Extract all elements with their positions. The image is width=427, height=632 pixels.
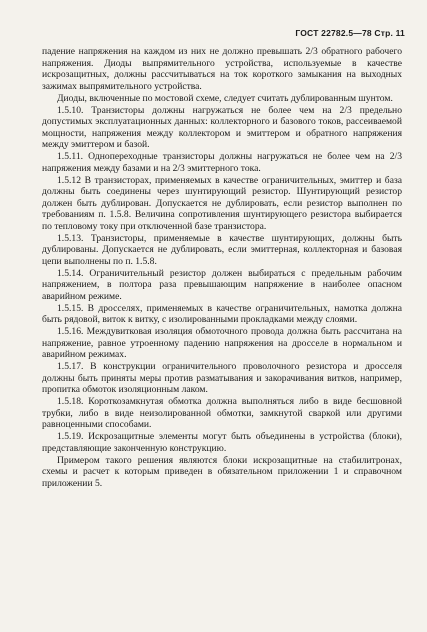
paragraph: Диоды, включенные по мостовой схеме, следует считать дублированным шунтом.: [57, 92, 393, 104]
paragraph: 1.5.10. Транзисторы должны нагружаться не более чем на 2/3 предельно допустимых эксплуатационных данных: коллекторного и базового токов, рассеиваемой мощности, напряжения между коллектором и эмиттером и обратного напряжения между эмиттером и базой.: [42, 104, 402, 151]
paragraph: 1.5.12 В транзисторах, применяемых в качестве ограничительных, эмиттер и база должны быть соединены через шунтирующий резистор. Шунтирующий резистор должен быть дублирован. Допускается не дублировать, если резистор выполнен по требованиям п. 1.5.8. Величина сопротивления шунтирующего резистора выбирается по тепловому току при отключенной базе транзистора.: [42, 174, 402, 232]
paragraph: 1.5.15. В дросселях, применяемых в качестве ограничительных, намотка должна быть рядовой, виток к витку, с изолированными прокладками между слоями.: [42, 302, 402, 326]
paragraph: 1.5.14. Ограничительный резистор должен выбираться с предельным рабочим напряжением, в полтора раза превышающим напряжение в наиболее опасном аварийном режиме.: [42, 267, 402, 302]
page-header: ГОСТ 22782.5—78 Стр. 11: [295, 28, 405, 38]
paragraph: Примером такого решения являются блоки искрозащитные на стабилитронах, схемы и расчет к которым приведен в обязательном приложении 1 и справочном приложении 5.: [42, 454, 402, 489]
paragraph: падение напряжения на каждом из них не должно превышать 2/3 обратного рабочего напряжения. Диоды выпрямительного устройства, используемые в качестве искрозащитных, должны рассчитываться на ток короткого замыкания на выходных зажимах выпрямительного устройства.: [42, 46, 402, 92]
paragraph: 1.5.13. Транзисторы, применяемые в качестве шунтирующих, должны быть дублированы. Допускается не дублировать, если эмиттерная, коллекторная и базовая цепи выполнены по п. 1.5.8.: [42, 232, 402, 267]
paragraph: 1.5.19. Искрозащитные элементы могут быть объединены в устройства (блоки), представляющие законченную конструкцию.: [42, 431, 402, 454]
paragraph: 1.5.18. Короткозамкнутая обмотка должна выполняться либо в виде бесшовной трубки, либо в виде неизолированной обмотки, замкнутой сваркой или другими равноценными способами.: [42, 396, 402, 431]
paragraph: 1.5.17. В конструкции ограничительного проволочного резистора и дросселя должны быть приняты меры против разматывания и закорачивания витков, например, пропитка обмоток изоляционным лаком.: [42, 361, 402, 396]
paragraph: 1.5.16. Междувитковая изоляция обмоточного провода должна быть рассчитана на напряжение, равное утроенному падению напряжения на дросселе в нормальном и аварийном режимах.: [42, 326, 402, 361]
paragraph: 1.5.11. Однопереходные транзисторы должны нагружаться не более чем на 2/3 напряжения между базами и на 2/3 эмиттерного тока.: [42, 151, 402, 174]
document-body: [42, 46, 402, 489]
